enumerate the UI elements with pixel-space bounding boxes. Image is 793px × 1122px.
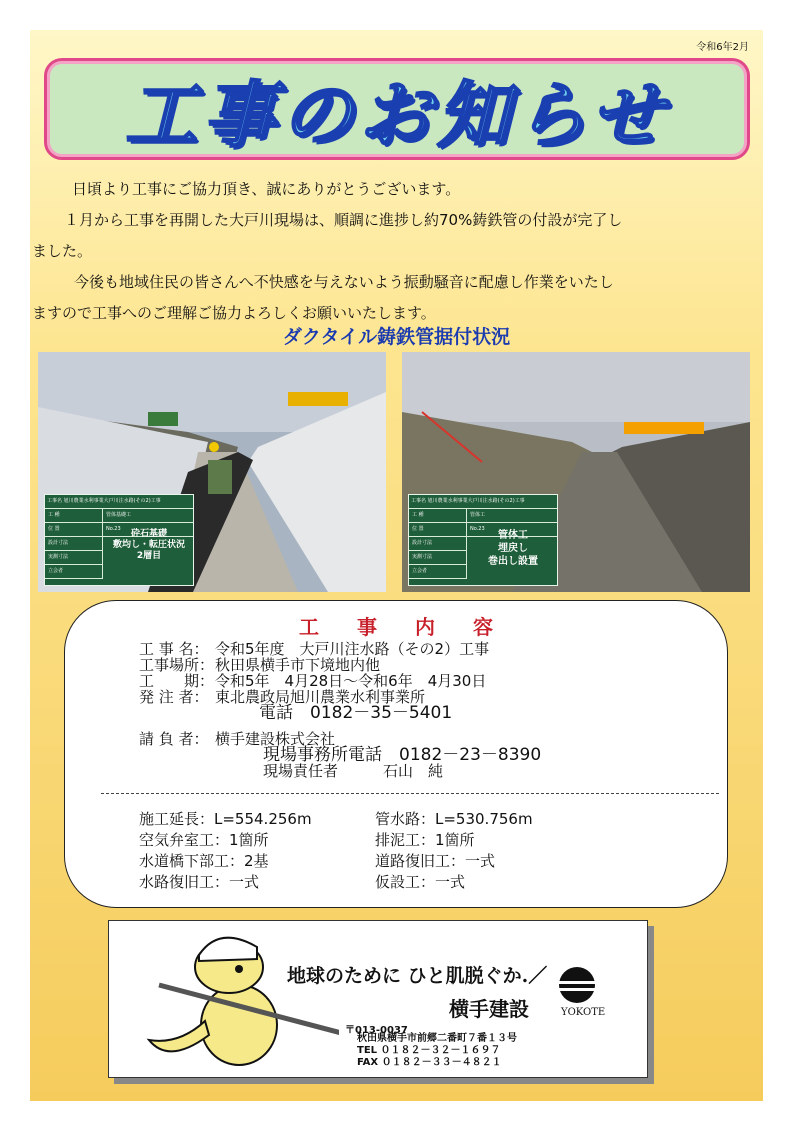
signboard-position: No.23 [103,523,193,537]
spec-item: 排泥工：1箇所 [375,831,475,849]
dinosaur-mascot-icon [139,925,339,1075]
signboard-caption [105,529,193,562]
title-banner [44,58,750,160]
photo-section-title: ダクタイル鋳鉄管据付状況 [282,326,511,348]
period-label: 工 期： [139,672,215,690]
signboard-row-label: 設計寸法 [45,537,103,551]
postal-code: 〒013-0037 [345,1025,408,1036]
construction-photo-right [402,352,750,592]
orderer-label: 発 注 者： [139,688,209,706]
details-heading: 工事内容 [299,615,531,639]
company-name: 横手建設 [449,997,529,1021]
spec-list-left [139,809,312,893]
construction-details-box [64,600,728,908]
spec-item: 空気弁室工：1箇所 [139,831,269,849]
project-name-label: 工 事 名： [139,640,209,658]
orderer-phone: 電話 0182－35－5401 [259,703,453,723]
intro-line: 今後も地域住民の皆さんへ不快感を与えないよう振動騒音に配慮し作業をいたし [74,273,614,291]
issue-date: 令和6年2月 [696,42,749,53]
company-tel: TEL ０１８２－３２－１６９７ [357,1045,501,1056]
company-fax: FAX ０１８２－３３－４８２１ [357,1057,502,1068]
intro-line: １月から工事を再開した大戸川現場は、順調に進捗し約70%鋳鉄管の付設が完了し [64,211,623,229]
signboard-row-label: 位 置 [45,523,103,537]
signboard-row-label: 立会者 [45,565,103,579]
spec-item: 水道橋下部工：2基 [139,852,269,870]
company-advert [108,920,648,1078]
signboard-row-label: 実測寸法 [45,551,103,565]
signboard-row-label: 位 置 [409,523,467,537]
notice-sheet [30,30,763,1101]
details-info [139,641,541,779]
caption-line: 砕石基礎 [130,529,167,539]
intro-line: 日頃より工事にご協力頂き、誠にありがとうございます。 [72,180,461,198]
site-label: 工事場所： [139,656,215,674]
spec-item: 道路復旧工：一式 [375,852,496,870]
signboard-caption [469,529,557,568]
site-signboard [408,494,558,586]
orderer-name: 東北農政局旭川農業水利事業所 [215,688,426,706]
signboard-row-label: 工 種 [409,509,467,523]
divider [101,793,719,794]
company-address: 秋田県横手市前郷二番町７番１３号 [357,1033,517,1044]
signboard-row-label: 立会者 [409,565,467,579]
company-logo-text: YOKOTE [561,1007,606,1018]
construction-photo-left [38,352,386,592]
spec-item: 管水路：L=530.756m [375,810,533,828]
signboard-type: 管体工 [467,509,557,523]
caption-line: 巻出し設置 [488,556,538,567]
signboard-position: No.23 [467,523,557,537]
company-slogan: 地球のために ひと肌脱ぐか.／ [287,965,548,987]
intro-line: ました。 [32,242,93,260]
caption-line: 埋戻し [498,543,528,554]
spec-item: 水路復旧工：一式 [139,873,260,891]
signboard-row-label: 工 種 [45,509,103,523]
site-signboard [44,494,194,586]
site-office-phone: 現場事務所電話 0182－23－8390 [263,745,542,765]
caption-line: 2層目 [136,551,162,561]
site-location: 秋田県横手市下境地内他 [215,656,381,674]
caption-line: 管体工 [498,530,528,541]
site-manager: 現場責任者 石山 純 [263,762,444,780]
contractor-label: 請 負 者： [139,730,209,748]
contractor-name: 横手建設株式会社 [215,730,336,748]
spec-list-right [375,809,533,893]
signboard-header: 工事名 旭川農業水利事業大戸川注水路(その2)工事 [409,495,557,509]
signboard-row-label: 設計寸法 [409,537,467,551]
spec-item: 施工延長：L=554.256m [139,810,312,828]
page-title: 工事のお知らせ [125,72,669,157]
intro-line: ますので工事へのご理解ご協力よろしくお願いいたします。 [32,304,436,322]
signboard-row-label: 実測寸法 [409,551,467,565]
caption-line: 敷均し・転圧状況 [112,540,185,550]
intro-text [32,174,748,329]
company-logo-icon [557,965,597,1005]
signboard-header: 工事名 旭川農業水利事業大戸川注水路(その2)工事 [45,495,193,509]
project-name: 令和5年度 大戸川注水路（その2）工事 [215,640,490,658]
signboard-type: 管体基礎工 [103,509,193,523]
company-contact [357,1033,517,1069]
spec-item: 仮設工：一式 [375,873,466,891]
construction-period: 令和5年 4月28日～令和6年 4月30日 [215,672,487,690]
